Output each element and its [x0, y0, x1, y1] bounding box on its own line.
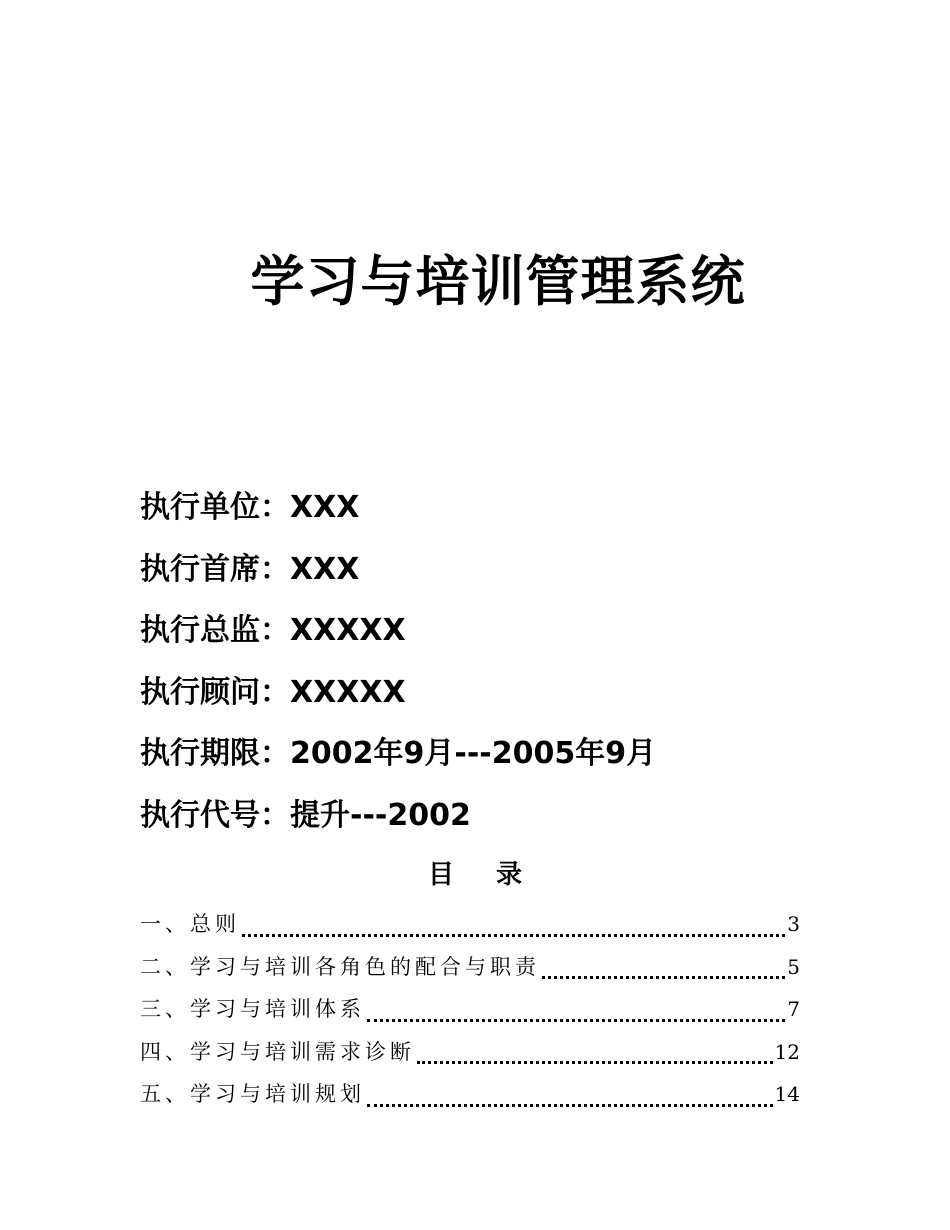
toc-heading: 目录: [427, 860, 564, 890]
toc-item-label: 四、学习与培训需求诊断: [140, 1039, 415, 1064]
toc-leader-dots: [242, 934, 785, 937]
info-label: 执行首席：: [140, 551, 290, 587]
info-row-director: [140, 609, 656, 671]
info-row-advisor: [140, 671, 656, 733]
toc-item-page: 7: [787, 997, 800, 1021]
info-value: XXX: [290, 490, 360, 525]
toc-item-page: 5: [787, 954, 800, 979]
info-row-unit: [140, 486, 656, 548]
toc-item-label: 一、总则: [140, 912, 240, 936]
toc-item-label: 五、学习与培训规划: [140, 1082, 365, 1106]
toc-item-page: 14: [774, 1082, 800, 1106]
toc-item-label: 三、学习与培训体系: [140, 997, 365, 1021]
info-row-code: [140, 794, 656, 856]
info-value: XXXXX: [290, 613, 406, 648]
info-row-period: [140, 732, 656, 794]
toc-item[interactable]: [140, 989, 800, 1032]
toc-item[interactable]: [140, 904, 800, 947]
toc-item-page: 3: [787, 912, 800, 936]
document-title: 学习与培训管理系统: [250, 250, 746, 313]
info-label: 执行单位：: [140, 490, 290, 525]
toc-leader-dots: [367, 1104, 773, 1107]
toc-item[interactable]: [140, 947, 800, 990]
toc-item-label: 二、学习与培训各角色的配合与职责: [140, 954, 540, 979]
info-value: XXXXX: [290, 674, 406, 710]
table-of-contents: [140, 904, 800, 1117]
info-block: [140, 486, 656, 855]
info-label: 执行总监：: [140, 613, 290, 648]
toc-item[interactable]: [140, 1032, 800, 1075]
info-label: 执行顾问：: [140, 674, 290, 710]
info-row-chief: [140, 548, 656, 610]
toc-item[interactable]: [140, 1074, 800, 1117]
info-label: 执行代号：: [140, 797, 290, 833]
toc-item-page: 12: [774, 1039, 800, 1064]
toc-leader-dots: [417, 1061, 773, 1064]
info-label: 执行期限：: [140, 736, 290, 771]
toc-leader-dots: [367, 1019, 785, 1022]
toc-leader-dots: [542, 976, 785, 979]
info-value: XXX: [290, 551, 360, 587]
info-value: 2002年9月---2005年9月: [290, 736, 657, 771]
info-value: 提升---2002: [290, 797, 471, 833]
